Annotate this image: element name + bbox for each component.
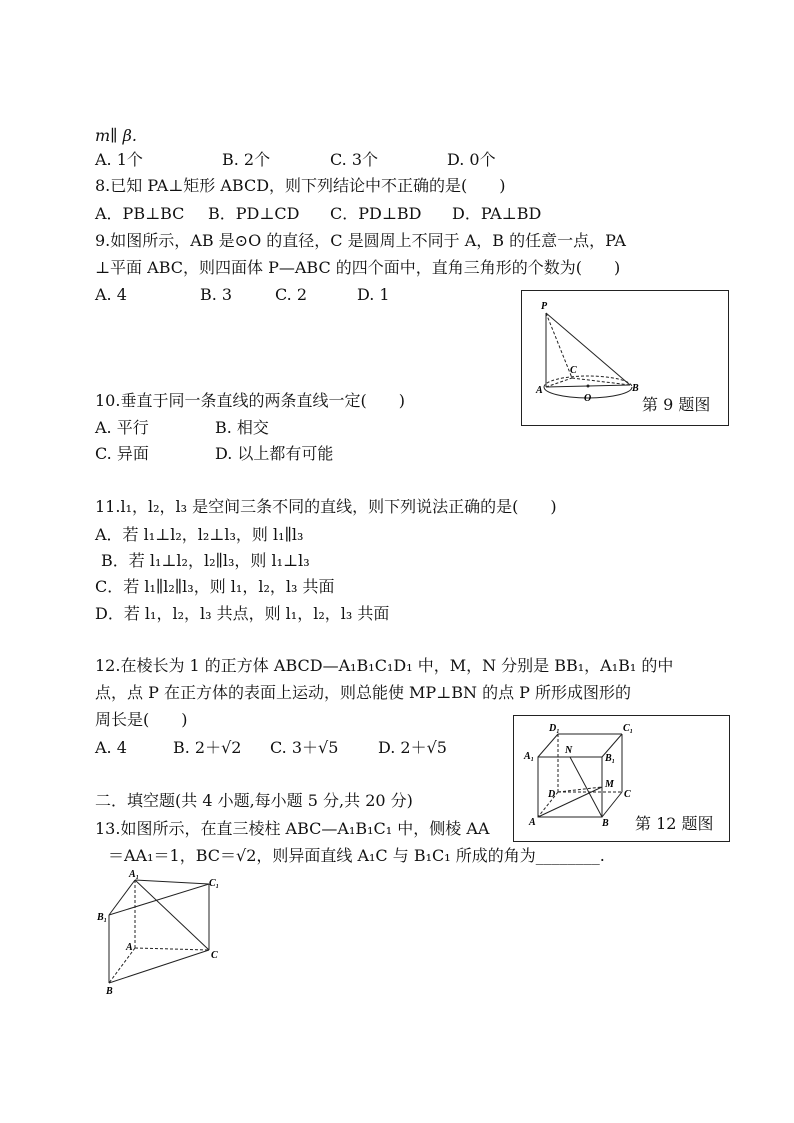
q12-label-b: B bbox=[602, 818, 609, 829]
q12-label-a1: A₁ bbox=[524, 751, 535, 762]
q11-option-a: A．若 l₁⊥l₂，l₂⊥l₃，则 l₁∥l₃ bbox=[95, 525, 304, 544]
q12-label-d1: D₁ bbox=[549, 723, 560, 734]
q9-stem-line1: 9.如图所示，AB 是⊙O 的直径，C 是圆周上不同于 A，B 的任意一点，PA bbox=[95, 231, 626, 250]
q9-figure-box bbox=[521, 290, 729, 426]
q12-stem-line1: 12.在棱长为 1 的正方体 ABCD—A₁B₁C₁D₁ 中，M，N 分别是 BB₁，A₁B₁ 的中 bbox=[95, 656, 674, 675]
q11-option-b: B．若 l₁⊥l₂，l₂∥l₃，则 l₁⊥l₃ bbox=[101, 551, 310, 570]
q10-option-c: C. 异面 bbox=[95, 444, 149, 463]
q10-option-a: A. 平行 bbox=[95, 418, 149, 437]
q9-option-b: B. 3 bbox=[200, 285, 233, 304]
q12-stem-line3: 周长是( ) bbox=[95, 710, 188, 729]
q7-option-d: D. 0个 bbox=[447, 150, 496, 169]
q13-label-a: A bbox=[126, 942, 133, 953]
q13-label-b: B bbox=[106, 986, 113, 997]
q9-stem-line2: ⊥平面 ABC，则四面体 P—ABC 的四个面中，直角三角形的个数为( ) bbox=[95, 258, 621, 277]
q9-label-c: C bbox=[570, 365, 577, 376]
q12-label-d: D bbox=[548, 789, 556, 800]
q9-label-a: A bbox=[536, 385, 543, 396]
q10-stem: 10.垂直于同一条直线的两条直线一定( ) bbox=[95, 391, 405, 410]
q9-label-b: B bbox=[632, 383, 639, 394]
q9-option-d: D. 1 bbox=[357, 285, 390, 304]
q11-option-c: C．若 l₁∥l₂∥l₃，则 l₁，l₂，l₃ 共面 bbox=[95, 577, 335, 596]
q13-label-c: C bbox=[211, 950, 218, 961]
q7-tail: m∥ β. bbox=[95, 126, 137, 145]
q13-label-a1: A₁ bbox=[129, 869, 140, 880]
q8-stem: 8.已知 PA⊥矩形 ABCD，则下列结论中不正确的是( ) bbox=[95, 176, 506, 195]
q12-label-m: M bbox=[605, 779, 614, 790]
q12-figure-caption: 第 12 题图 bbox=[635, 814, 714, 833]
q10-option-b: B. 相交 bbox=[215, 418, 269, 437]
q8-option-c: C．PD⊥BD bbox=[330, 204, 422, 223]
q12-label-n: N bbox=[565, 745, 573, 756]
q12-label-c: C bbox=[624, 789, 631, 800]
q9-option-a: A. 4 bbox=[95, 285, 127, 304]
q7-option-b: B. 2个 bbox=[222, 150, 271, 169]
q12-option-d: D. 2＋√5 bbox=[378, 738, 447, 757]
q8-option-b: B．PD⊥CD bbox=[208, 204, 300, 223]
q13-stem-line2: ＝AA₁＝1，BC＝√2，则异面直线 A₁C 与 B₁C₁ 所成的角为________. bbox=[108, 846, 605, 865]
q12-option-c: C. 3＋√5 bbox=[270, 738, 339, 757]
q12-option-a: A. 4 bbox=[95, 738, 127, 757]
q12-label-c1: C₁ bbox=[623, 723, 634, 734]
q8-option-a: A．PB⊥BC bbox=[95, 204, 185, 223]
q12-figure-box bbox=[513, 715, 730, 842]
section2-title: 二．填空题(共 4 小题,每小题 5 分,共 20 分) bbox=[95, 791, 413, 810]
q13-label-b1: B₁ bbox=[97, 912, 108, 923]
q7-option-c: C. 3个 bbox=[330, 150, 379, 169]
q13-stem-line1: 13.如图所示，在直三棱柱 ABC—A₁B₁C₁ 中，侧棱 AA bbox=[95, 819, 490, 838]
q9-label-o: O bbox=[584, 393, 592, 404]
q9-label-p: P bbox=[541, 301, 548, 312]
q10-option-d: D. 以上都有可能 bbox=[215, 444, 334, 463]
q11-option-d: D．若 l₁，l₂，l₃ 共点，则 l₁，l₂，l₃ 共面 bbox=[95, 604, 390, 623]
q8-option-d: D．PA⊥BD bbox=[452, 204, 542, 223]
q9-figure-caption: 第 9 题图 bbox=[642, 395, 711, 414]
q12-option-b: B. 2＋√2 bbox=[173, 738, 242, 757]
q12-label-a: A bbox=[529, 817, 536, 828]
q13-label-c1: C₁ bbox=[209, 878, 220, 889]
q13-prism-diagram bbox=[95, 868, 235, 998]
q11-stem: 11.l₁，l₂，l₃ 是空间三条不同的直线，则下列说法正确的是( ) bbox=[95, 497, 557, 516]
q9-option-c: C. 2 bbox=[275, 285, 308, 304]
q12-stem-line2: 点，点 P 在正方体的表面上运动，则总能使 MP⊥BN 的点 P 所形成图形的 bbox=[95, 683, 632, 702]
q9-tetrahedron-diagram bbox=[524, 293, 644, 423]
q7-option-a: A. 1个 bbox=[95, 150, 143, 169]
q12-cube-diagram bbox=[516, 717, 641, 838]
q12-label-b1: B₁ bbox=[605, 753, 616, 764]
